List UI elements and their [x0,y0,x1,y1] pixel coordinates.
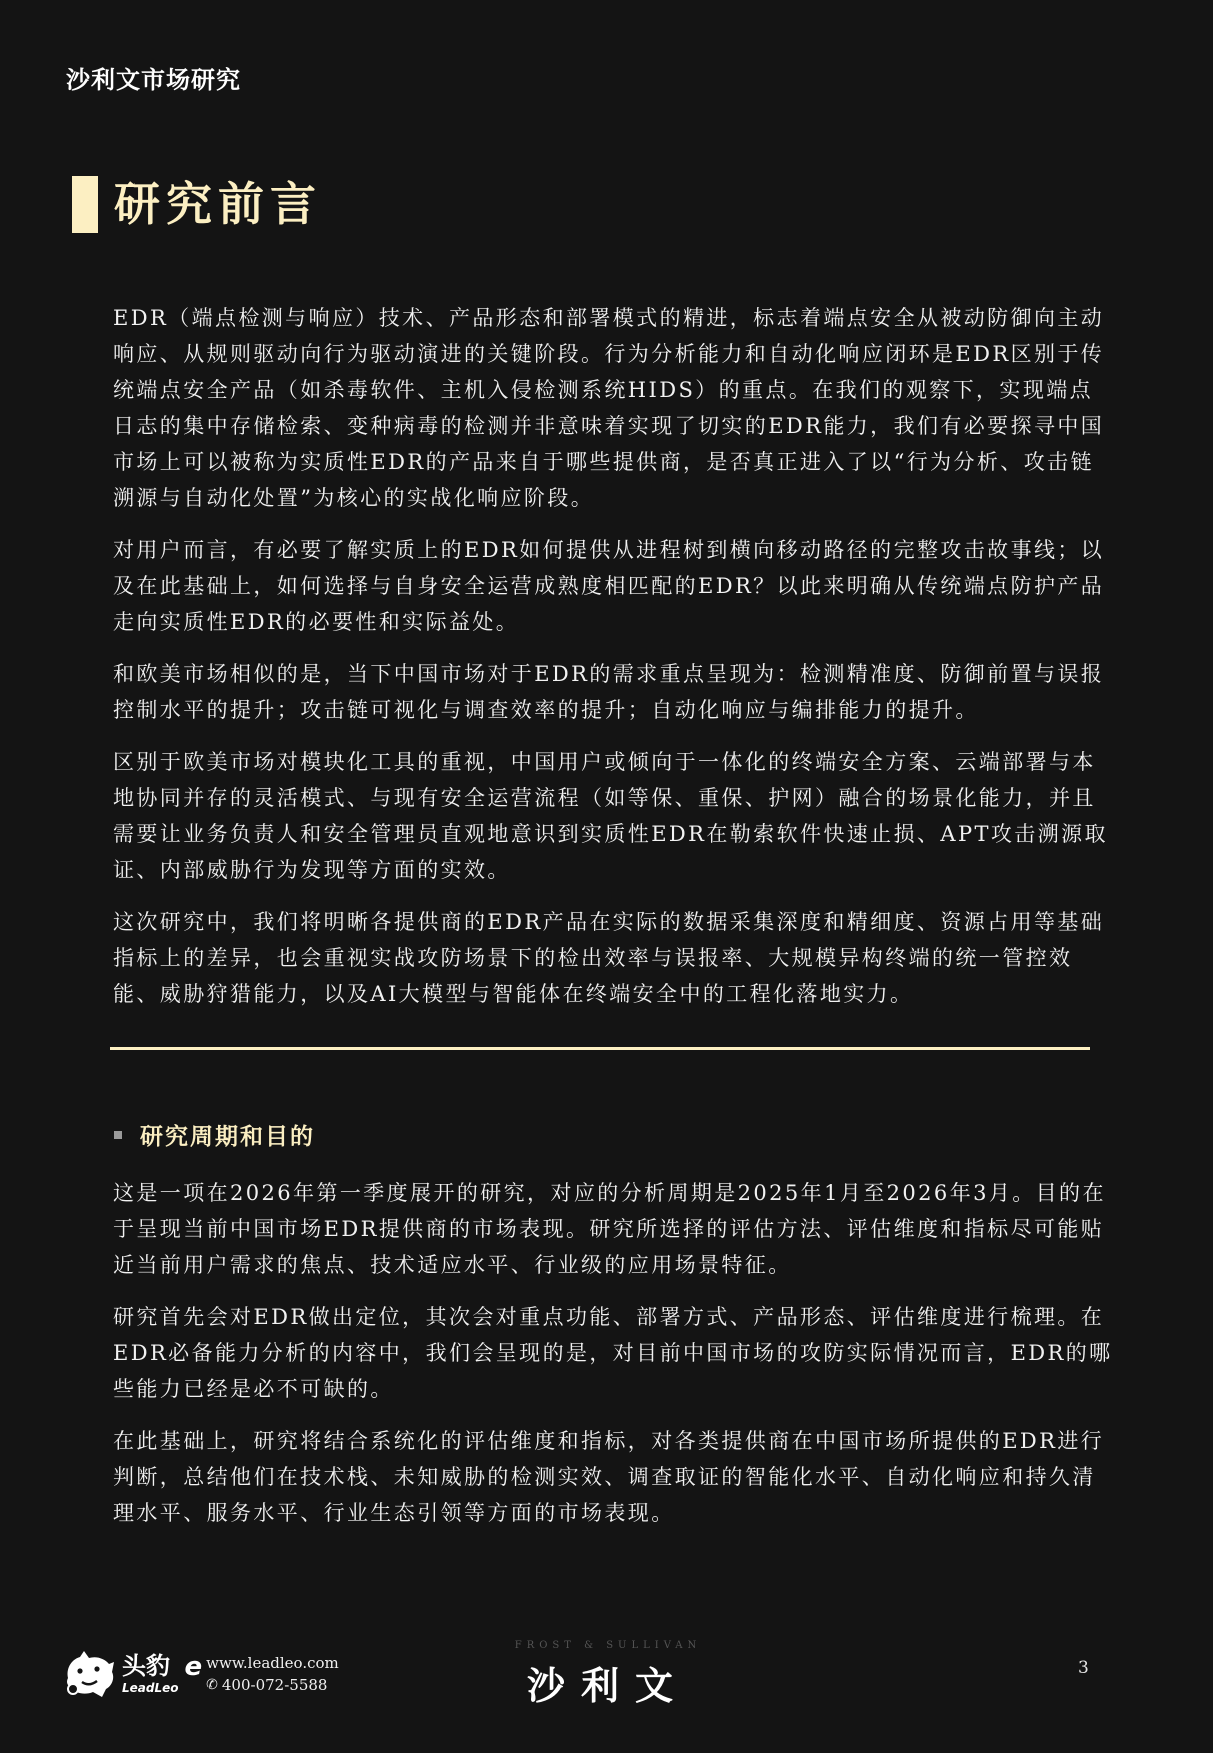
period-paragraph: 这是一项在2026年第一季度展开的研究，对应的分析周期是2025年1月至2026年3月。目的在于呈现当前中国市场EDR提供商的市场表现。研究所选择的评估方法、评估维度和指标尽可能贴近当前用户需求的焦点、技术适应水平、行业级的应用场景特征。 [113,1181,1106,1277]
page-number: 3 [1078,1658,1089,1678]
intro-paragraph: 和欧美市场相似的是，当下中国市场对于EDR的需求重点呈现为：检测精准度、防御前置与误报控制水平的提升；攻击链可视化与调查效率的提升；自动化响应与编排能力的提升。 [113,662,1105,722]
partner-logo-cn: 沙利文 [526,1664,689,1708]
period-paragraph: 在此基础上，研究将结合系统化的评估维度和指标，对各类提供商在中国市场所提供的EDR进行判断，总结他们在技术栈、未知威胁的检测实效、调查取证的智能化水平、自动化响应和持久清理水平、服务水平、行业生态引领等方面的市场表现。 [113,1429,1105,1525]
footer-logo [60,1648,339,1700]
partner-logo-en: FROST & SULLIVAN [514,1640,702,1651]
period-body [113,1175,1113,1547]
subsection-title: 研究周期和目的 [140,1123,315,1150]
intro-paragraph: 对用户而言，有必要了解实质上的EDR如何提供从进程树到横向移动路径的完整攻击故事线；以及在此基础上，如何选择与自身安全运营成熟度相匹配的EDR？以此来明确从传统端点防护产品走向实质性EDR的必要性和实际益处。 [113,538,1105,634]
section-divider [110,1047,1090,1050]
phone-number: 400-072-5588 [221,1676,328,1694]
contact-info [206,1652,339,1696]
logo-cn: 头豹 [122,1652,170,1680]
subsection-heading [114,1118,315,1151]
intro-paragraph: 这次研究中，我们将明晰各提供商的EDR产品在实际的数据采集深度和精细度、资源占用等基础指标上的差异，也会重视实战攻防场景下的检出效率与误报率、大规模异构终端的统一管控效能、威胁狩猎能力，以及AI大模型与智能体在终端安全中的工程化落地实力。 [113,910,1105,1006]
section-title-accent-bar [72,176,98,233]
header-brand: 沙利文市场研究 [66,65,241,94]
period-paragraph: 研究首先会对EDR做出定位，其次会对重点功能、部署方式、产品形态、评估维度进行梳理。在EDR必备能力分析的内容中，我们会呈现的是，对目前中国市场的攻防实际情况而言，EDR的哪些能力已经是必不可缺的。 [113,1305,1113,1401]
intro-paragraph: EDR（端点检测与响应）技术、产品形态和部署模式的精进，标志着端点安全从被动防御向主动响应、从规则驱动向行为驱动演进的关键阶段。行为分析能力和自动化响应闭环是EDR区别于传统端点安全产品（如杀毒软件、主机入侵检测系统HIDS）的重点。在我们的观察下，实现端点日志的集中存储检索、变种病毒的检测并非意味着实现了切实的EDR能力，我们有必要探寻中国市场上可以被称为实质性EDR的产品来自于哪些提供商，是否真正进入了以“行为分析、攻击链溯源与自动化处置”为核心的实战化响应阶段。 [113,306,1105,510]
leopard-head-icon [60,1648,116,1700]
section-title: 研究前言 [114,177,322,231]
intro-body [113,300,1113,1028]
partner-logo [495,1640,721,1710]
intro-paragraph: 区别于欧美市场对模块化工具的重视，中国用户或倾向于一体化的终端安全方案、云端部署与本地协同并存的灵活模式、与现有安全运营流程（如等保、重保、护网）融合的场景化能力，并且需要让业务负责人和安全管理员直观地意识到实质性EDR在勒索软件快速止损、APT攻击溯源取证、内部威胁行为发现等方面的实效。 [113,750,1108,882]
website-link[interactable]: www.leadleo.com [206,1654,339,1672]
phone-icon: ✆ [206,1677,218,1693]
square-bullet-icon [114,1131,122,1139]
e-icon: e [184,1652,203,1682]
logo-en: LeadLeo [122,1681,179,1695]
